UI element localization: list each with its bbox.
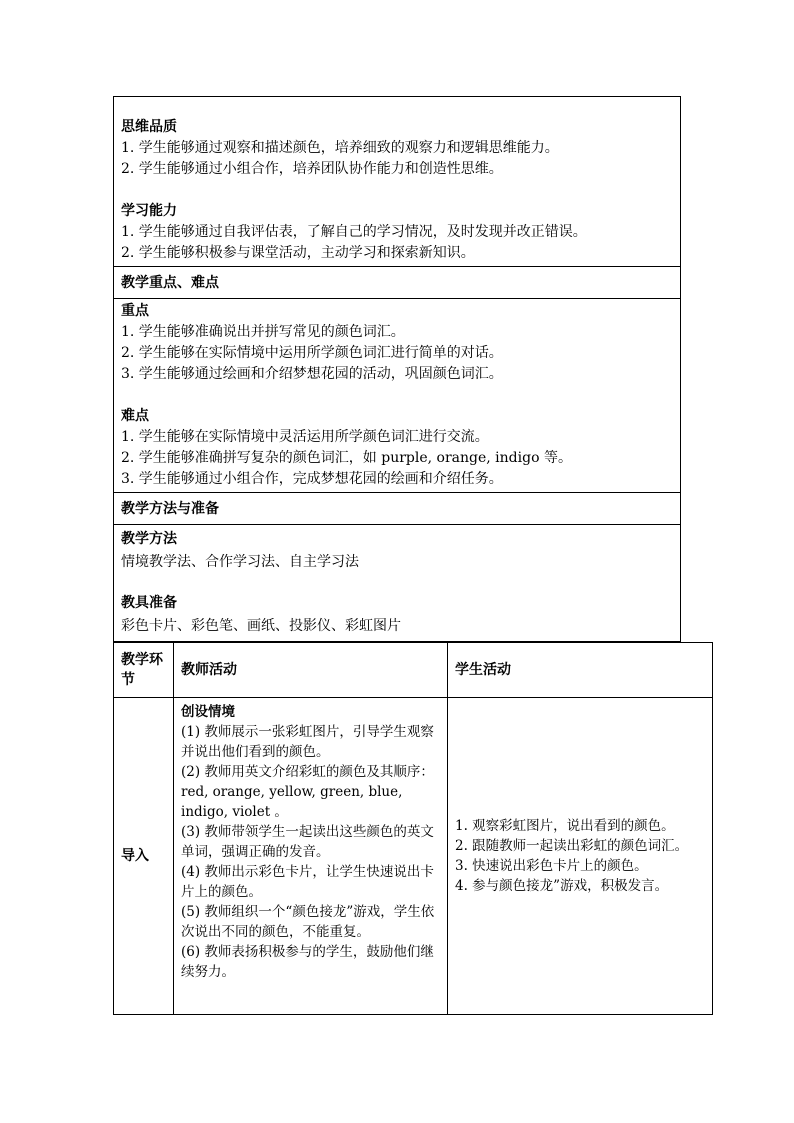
focus-item-1: 1. 学生能够准确说出并拼写常见的颜色词汇。 [121, 324, 405, 340]
thinking-heading: 思维品质 [121, 119, 177, 135]
activity-table [113, 642, 713, 1015]
difficulty-item-2: 2. 学生能够准确拼写复杂的颜色词汇，如 purple, orange, indigo 等。 [121, 450, 572, 466]
focus-heading: 重点 [121, 303, 149, 319]
abilities-section [113, 96, 681, 267]
method-text: 情境教学法、合作学习法、自主学习法 [121, 554, 359, 570]
method-heading: 教学方法 [121, 531, 177, 547]
difficulty-heading: 难点 [121, 408, 149, 424]
col-stage-header: 教学环节 [114, 643, 174, 698]
methods-title: 教学方法与准备 [113, 493, 681, 525]
teacher-step-4: (4) 教师出示彩色卡片，让学生快速说出卡片上的颜色。 [181, 864, 434, 900]
teacher-activity-title: 创设情境 [181, 704, 235, 720]
methods-section [113, 525, 681, 642]
teacher-step-6: (6) 教师表扬积极参与的学生，鼓励他们继续努力。 [181, 944, 434, 980]
thinking-item-2: 2. 学生能够通过小组合作，培养团队协作能力和创造性思维。 [121, 161, 503, 177]
col-student-header: 学生活动 [448, 643, 713, 698]
learning-item-1: 1. 学生能够通过自我评估表，了解自己的学习情况，及时发现并改正错误。 [121, 224, 587, 240]
teacher-step-1: (1) 教师展示一张彩虹图片，引导学生观察并说出他们看到的颜色。 [181, 724, 434, 760]
activity-row-intro [114, 698, 713, 1015]
learning-heading: 学习能力 [121, 203, 177, 219]
student-step-1: 1. 观察彩虹图片，说出看到的颜色。 [455, 818, 675, 834]
learning-item-2: 2. 学生能够积极参与课堂活动，主动学习和探索新知识。 [121, 245, 475, 261]
student-step-3: 3. 快速说出彩色卡片上的颜色。 [455, 858, 648, 874]
focus-item-3: 3. 学生能够通过绘画和介绍梦想花园的活动，巩固颜色词汇。 [121, 366, 503, 382]
key-points-title: 教学重点、难点 [113, 267, 681, 299]
teacher-activity-cell [174, 698, 448, 1015]
teacher-step-2: (2) 教师用英文介绍彩虹的颜色及其顺序：red, orange, yellow, green, blue, indigo, violet 。 [181, 764, 434, 820]
thinking-item-1: 1. 学生能够通过观察和描述颜色，培养细致的观察力和逻辑思维能力。 [121, 140, 559, 156]
teacher-step-3: (3) 教师带领学生一起读出这些颜色的英文单词，强调正确的发音。 [181, 824, 434, 860]
activity-header-row [114, 643, 713, 698]
student-step-2: 2. 跟随教师一起读出彩虹的颜色词汇。 [455, 838, 689, 854]
tools-text: 彩色卡片、彩色笔、画纸、投影仪、彩虹图片 [121, 618, 401, 634]
teacher-step-5: (5) 教师组织一个“颜色接龙”游戏，学生依次说出不同的颜色，不能重复。 [181, 904, 435, 940]
col-teacher-header: 教师活动 [174, 643, 448, 698]
difficulty-item-3: 3. 学生能够通过小组合作，完成梦想花园的绘画和介绍任务。 [121, 471, 503, 487]
focus-item-2: 2. 学生能够在实际情境中运用所学颜色词汇进行简单的对话。 [121, 345, 503, 361]
difficulty-item-1: 1. 学生能够在实际情境中灵活运用所学颜色词汇进行交流。 [121, 429, 489, 445]
stage-cell: 导入 [114, 698, 174, 1015]
tools-heading: 教具准备 [121, 595, 177, 611]
key-points-section [113, 299, 681, 493]
student-activity-cell [448, 698, 713, 1015]
lesson-plan-page [113, 96, 689, 1015]
student-step-4: 4. 参与颜色接龙”游戏，积极发言。 [455, 878, 669, 894]
